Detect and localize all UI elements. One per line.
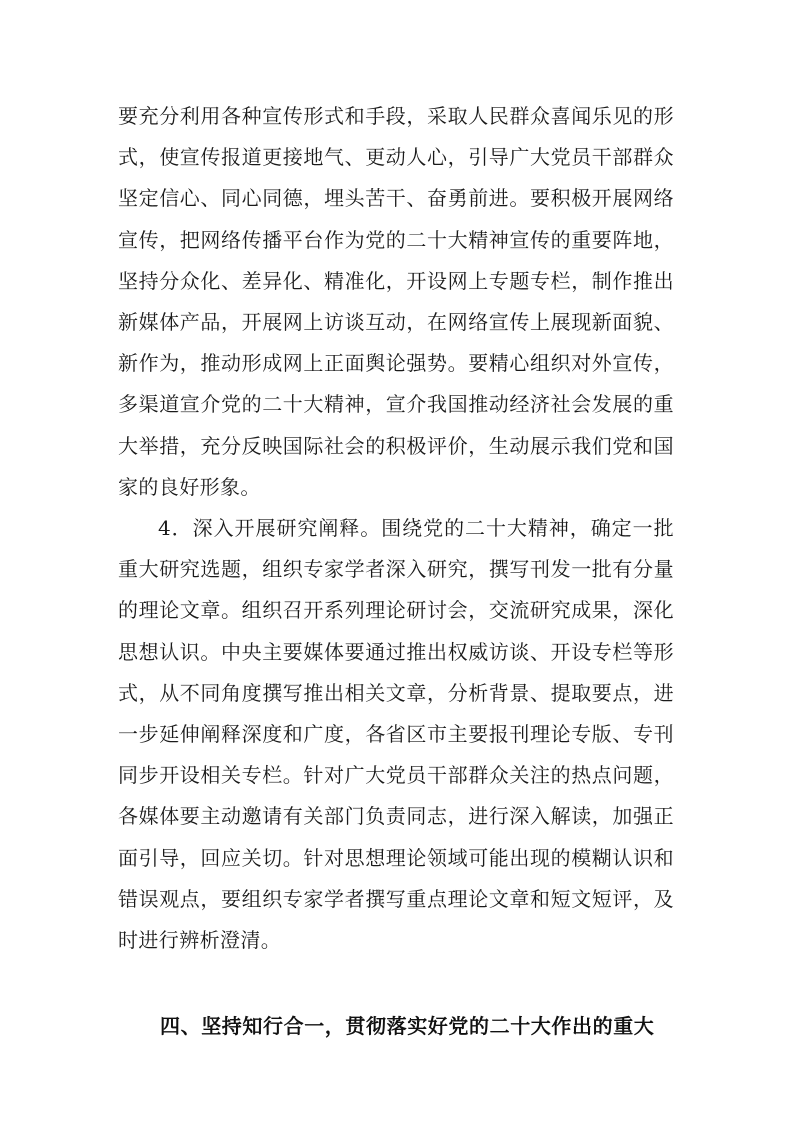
paragraph-research: 4．深入开展研究阐释。围绕党的二十大精神，确定一批重大研究选题，组织专家学者深入研究，撰写刊发一批有分量的理论文章。组织召开系列理论研讨会，交流研究成果，深化思想认识。中央主要媒体要通过推出权威访谈、开设专栏等形式，从不同角度撰写推出相关文章，分析背景、提取要点，进一步延伸阐释深度和广度，各省区市主要报刊理论专版、专刊同步开设相关专栏。针对广大党员干部群众关注的热点问题，各媒体要主动邀请有关部门负责同志，进行深入解读，加强正面引导，回应关切。针对思想理论领域可能出现的模糊认识和错误观点，要组织专家学者撰写重点理论文章和短文短评，及时进行辨析澄清。 (118, 516, 674, 953)
section-heading: 四、坚持知行合一，贯彻落实好党的二十大作出的重大 (160, 1014, 655, 1038)
paragraph-continued: 要充分利用各种宣传形式和手段，采取人民群众喜闻乐见的形式，使宣传报道更接地气、更动人心，引导广大党员干部群众坚定信心、同心同德，埋头苦干、奋勇前进。要积极开展网络宣传，把网络传播平台作为党的二十大精神宣传的重要阵地，坚持分众化、差异化、精准化，开设网上专题专栏，制作推出新媒体产品，开展网上访谈互动，在网络宣传上展现新面貌、新作为，推动形成网上正面舆论强势。要精心组织对外宣传，多渠道宣介党的二十大精神，宣介我国推动经济社会发展的重大举措，充分反映国际社会的积极评价，生动展示我们党和国家的良好形象。 (118, 104, 674, 499)
document-body (118, 96, 674, 961)
